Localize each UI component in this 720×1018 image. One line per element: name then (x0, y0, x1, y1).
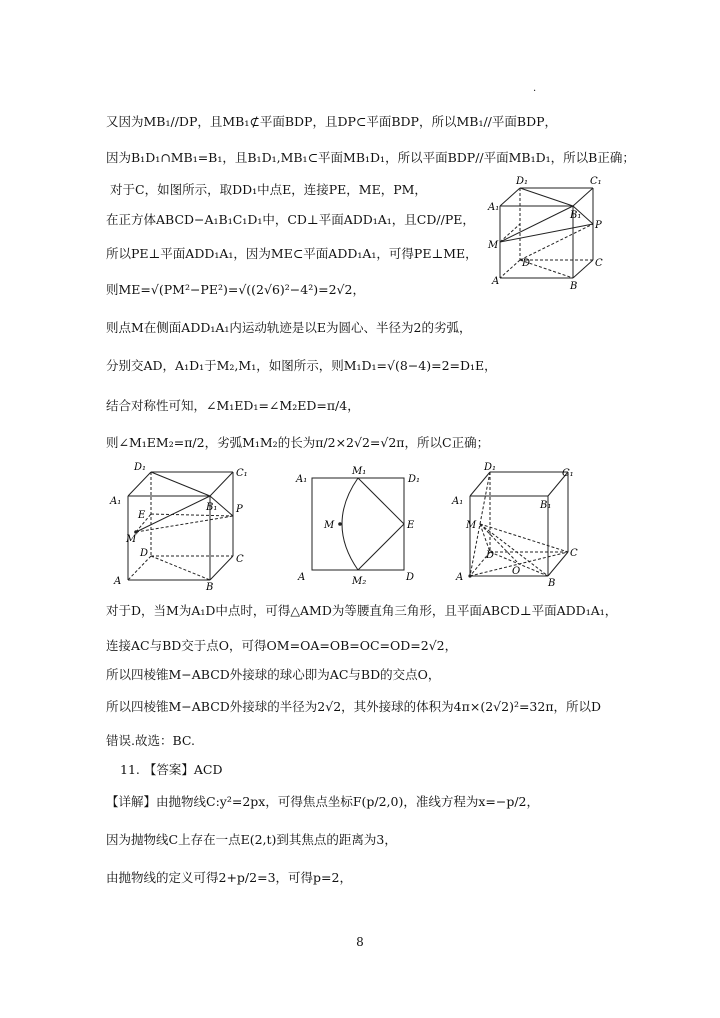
label-A: A (298, 572, 306, 583)
text-line: 连接AC与BD交于点O，可得OM=OA=OB=OC=OD=2√2， (106, 638, 458, 653)
text-line: 对于C，如图所示，取DD₁中点E，连接PE，ME，PM， (110, 182, 427, 197)
cube-figure-1 (108, 460, 258, 590)
label-E: E (407, 520, 415, 531)
text-line: 则∠M₁EM₂=π/2，劣弧M₁M₂的长为π/2×2√2=√2π，所以C正确； (106, 435, 490, 450)
page-number: 8 (356, 935, 364, 949)
text-line: 【详解】由抛物线C:y²=2px，可得焦点坐标F(p/2,0)，准线方程为x=−p/2， (106, 794, 540, 809)
label-B: B (206, 582, 214, 590)
label-D1: D₁ (408, 474, 421, 485)
text-line: 对于D，当M为A₁D中点时，可得△AMD为等腰直角三角形，且平面ABCD⊥平面ADD₁A₁， (106, 603, 618, 618)
label-M: M (466, 520, 477, 531)
text-line: 又因为MB₁//DP，且MB₁⊄平面BDP，且DP⊂平面BDP，所以MB₁//平面BDP， (106, 114, 558, 129)
label-A1: A₁ (296, 474, 308, 485)
label-E: E (138, 510, 146, 521)
label-B: B (548, 578, 556, 589)
text-line: 在正方体ABCD−A₁B₁C₁D₁中，CD⊥平面ADD₁A₁，且CD//PE， (106, 212, 475, 227)
label-C1: C₁ (562, 468, 574, 479)
label-D1: D₁ (484, 462, 497, 473)
label-C1: C₁ (236, 468, 248, 479)
label-C1: C₁ (590, 176, 602, 187)
label-C: C (236, 554, 244, 565)
label-A: A (456, 572, 464, 583)
label-B1: B₁ (206, 502, 218, 513)
label-M: M (488, 240, 499, 251)
cube-figure-top (480, 172, 620, 294)
text-line: 错误.故选：BC. (106, 733, 195, 748)
text-line: 分别交AD，A₁D₁于M₂,M₁，如图所示，则M₁D₁=√(8−4)=2=D₁E， (106, 358, 497, 373)
label-D1: D₁ (516, 176, 529, 187)
label-M: M (324, 520, 335, 531)
label-O: O (512, 566, 521, 577)
text-line: 则点M在侧面ADD₁A₁内运动轨迹是以E为圆心、半径为2的劣弧， (106, 320, 472, 335)
label-D: D (140, 548, 149, 559)
text-line: 因为B₁D₁∩MB₁=B₁，且B₁D₁,MB₁⊂平面MB₁D₁，所以平面BDP//平面MB₁D₁，所以B正确； (106, 150, 635, 165)
text-line: 则ME=√(PM²−PE²)=√((2√6)²−4²)=2√2， (106, 282, 365, 297)
label-M: M (126, 534, 137, 545)
top-mark: . (533, 83, 537, 94)
label-M1: M₁ (352, 466, 367, 477)
face-figure-2 (290, 460, 430, 590)
label-B1: B₁ (570, 210, 582, 221)
text-line: 所以PE⊥平面ADD₁A₁，因为ME⊂平面ADD₁A₁，可得PE⊥ME， (106, 246, 478, 261)
label-C: C (570, 548, 578, 559)
cube-figure-3 (450, 460, 590, 590)
label-A: A (492, 276, 500, 287)
label-A: A (114, 576, 122, 587)
label-D1: D₁ (134, 462, 147, 473)
label-P: P (595, 220, 602, 231)
text-line: 结合对称性可知，∠M₁ED₁=∠M₂ED=π/4， (106, 398, 360, 413)
label-D: D (406, 572, 415, 583)
text-line: 因为抛物线C上存在一点E(2,t)到其焦点的距离为3， (106, 832, 397, 847)
text-line: 所以四棱锥M−ABCD外接球的半径为2√2，其外接球的体积为4π×(2√2)²=32π，所以D (106, 699, 602, 714)
label-B: B (570, 281, 578, 292)
label-P: P (236, 504, 243, 515)
label-B1: B₁ (540, 500, 552, 511)
label-D: D (522, 258, 531, 269)
label-C: C (595, 258, 603, 269)
label-A1: A₁ (452, 496, 464, 507)
text-line: 由抛物线的定义可得2+p/2=3，可得p=2， (106, 870, 352, 885)
text-line: 11. 【答案】ACD (120, 762, 223, 777)
label-A1: A₁ (110, 496, 122, 507)
label-M2: M₂ (352, 576, 367, 587)
label-D: D (486, 550, 495, 561)
text-line: 所以四棱锥M−ABCD外接球的球心即为AC与BD的交点O， (106, 667, 441, 682)
label-A1: A₁ (488, 202, 500, 213)
